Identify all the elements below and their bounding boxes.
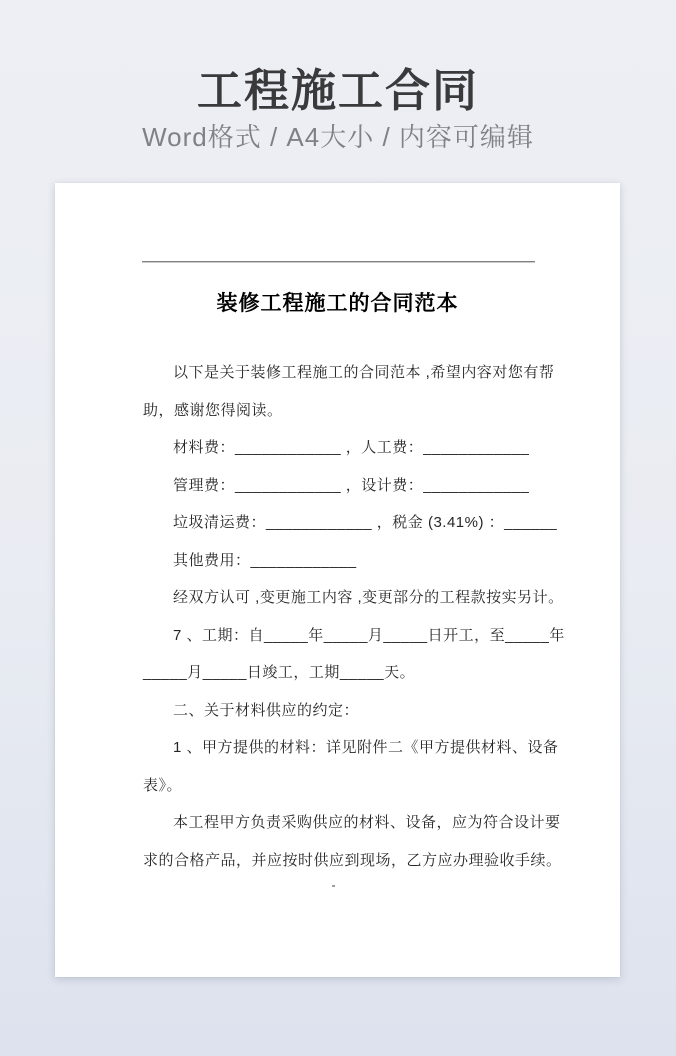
document-page: [55, 183, 620, 977]
document-line: 1 、甲方提供的材料：详见附件二《甲方提供材料、设备: [173, 739, 559, 757]
document-line: 二、关于材料供应的约定：: [173, 701, 360, 719]
document-line: 本工程甲方负责采购供应的材料、设备，应为符合设计要: [173, 814, 561, 832]
document-line: 管理费：____________ ，设计费：____________: [173, 476, 530, 494]
document-line: _____月_____日竣工，工期_____天。: [143, 664, 416, 682]
document-line: 材料费：____________ ，人工费：____________: [173, 439, 530, 457]
title-divider: [142, 261, 535, 263]
document-line: 经双方认可 ,变更施工内容 ,变更部分的工程款按实另计。: [173, 589, 564, 607]
page-subtitle: Word格式 / A4大小 / 内容可编辑: [142, 122, 534, 152]
document-line: 求的合格产品，并应按时供应到现场，乙方应办理验收手续。: [143, 851, 562, 869]
document-line: 其他费用：____________: [173, 551, 357, 569]
document-line: 助，感谢您得阅读。: [143, 401, 283, 419]
document-line: 以下是关于装修工程施工的合同范本 ,希望内容对您有帮: [173, 364, 555, 382]
document-body: [143, 353, 565, 878]
document-line: 垃圾清运费：____________ ，税金 (3.41%) ：______: [173, 514, 558, 532]
scan-artifact-dot: [332, 885, 335, 887]
page-title: 工程施工合同: [196, 65, 479, 116]
document-line: 7 、工期：自_____年_____月_____日开工，至_____年: [173, 626, 565, 644]
document-title: 装修工程施工的合同范本: [216, 292, 459, 315]
document-line: 表》。: [143, 776, 183, 794]
